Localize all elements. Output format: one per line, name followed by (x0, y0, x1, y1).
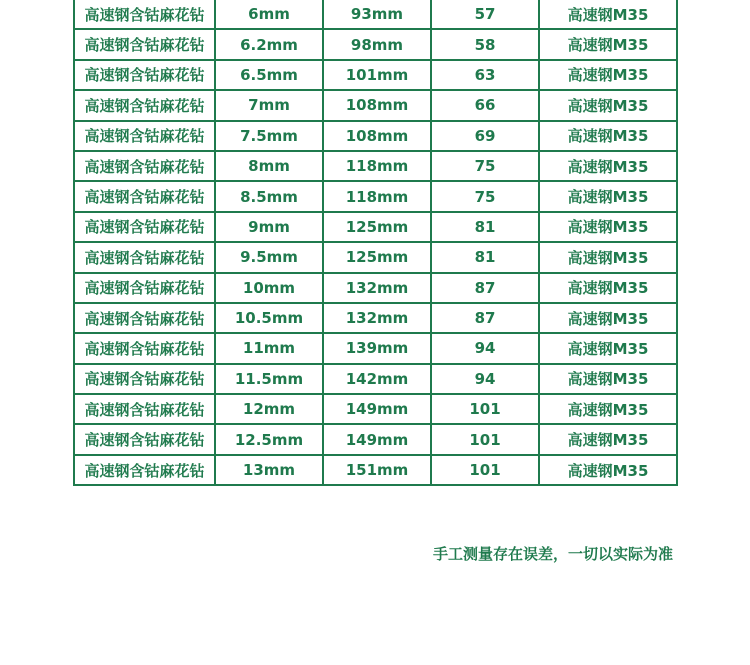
drill-spec-table (73, 0, 678, 486)
table-row (74, 455, 677, 485)
total-length-cell: 139mm (323, 333, 431, 363)
product-name-cell: 高速钢含钴麻花钻 (74, 273, 215, 303)
material-cell: 高速钢M35 (539, 364, 677, 394)
table-row (74, 90, 677, 120)
material-cell: 高速钢M35 (539, 273, 677, 303)
flute-length-cell: 94 (431, 333, 539, 363)
product-name-cell: 高速钢含钴麻花钻 (74, 90, 215, 120)
diameter-cell: 8mm (215, 151, 323, 181)
table-row (74, 242, 677, 272)
table-row (74, 151, 677, 181)
flute-length-cell: 101 (431, 424, 539, 454)
flute-length-cell: 101 (431, 455, 539, 485)
diameter-cell: 10mm (215, 273, 323, 303)
diameter-cell: 12mm (215, 394, 323, 424)
table-row (74, 60, 677, 90)
table-row (74, 121, 677, 151)
table-row (74, 181, 677, 211)
total-length-cell: 151mm (323, 455, 431, 485)
diameter-cell: 6mm (215, 0, 323, 29)
product-name-cell: 高速钢含钴麻花钻 (74, 242, 215, 272)
flute-length-cell: 87 (431, 303, 539, 333)
product-name-cell: 高速钢含钴麻花钻 (74, 303, 215, 333)
table-row (74, 273, 677, 303)
material-cell: 高速钢M35 (539, 60, 677, 90)
diameter-cell: 13mm (215, 455, 323, 485)
diameter-cell: 6.2mm (215, 29, 323, 59)
flute-length-cell: 75 (431, 151, 539, 181)
total-length-cell: 118mm (323, 181, 431, 211)
table-row (74, 394, 677, 424)
material-cell: 高速钢M35 (539, 303, 677, 333)
diameter-cell: 9.5mm (215, 242, 323, 272)
table-row (74, 212, 677, 242)
material-cell: 高速钢M35 (539, 181, 677, 211)
flute-length-cell: 81 (431, 212, 539, 242)
flute-length-cell: 58 (431, 29, 539, 59)
total-length-cell: 149mm (323, 394, 431, 424)
total-length-cell: 101mm (323, 60, 431, 90)
flute-length-cell: 101 (431, 394, 539, 424)
material-cell: 高速钢M35 (539, 121, 677, 151)
product-name-cell: 高速钢含钴麻花钻 (74, 212, 215, 242)
total-length-cell: 108mm (323, 121, 431, 151)
product-name-cell: 高速钢含钴麻花钻 (74, 60, 215, 90)
table-row (74, 29, 677, 59)
total-length-cell: 132mm (323, 273, 431, 303)
total-length-cell: 132mm (323, 303, 431, 333)
total-length-cell: 142mm (323, 364, 431, 394)
table-row (74, 0, 677, 29)
table-row (74, 303, 677, 333)
total-length-cell: 108mm (323, 90, 431, 120)
diameter-cell: 11mm (215, 333, 323, 363)
material-cell: 高速钢M35 (539, 455, 677, 485)
diameter-cell: 9mm (215, 212, 323, 242)
diameter-cell: 8.5mm (215, 181, 323, 211)
material-cell: 高速钢M35 (539, 90, 677, 120)
flute-length-cell: 63 (431, 60, 539, 90)
flute-length-cell: 69 (431, 121, 539, 151)
flute-length-cell: 94 (431, 364, 539, 394)
table-row (74, 333, 677, 363)
total-length-cell: 125mm (323, 242, 431, 272)
flute-length-cell: 87 (431, 273, 539, 303)
total-length-cell: 125mm (323, 212, 431, 242)
flute-length-cell: 57 (431, 0, 539, 29)
product-name-cell: 高速钢含钴麻花钻 (74, 333, 215, 363)
measurement-disclaimer: 手工测量存在误差，一切以实际为准 (432, 545, 673, 563)
product-name-cell: 高速钢含钴麻花钻 (74, 0, 215, 29)
material-cell: 高速钢M35 (539, 151, 677, 181)
material-cell: 高速钢M35 (539, 212, 677, 242)
material-cell: 高速钢M35 (539, 333, 677, 363)
product-name-cell: 高速钢含钴麻花钻 (74, 394, 215, 424)
table-row (74, 424, 677, 454)
total-length-cell: 98mm (323, 29, 431, 59)
flute-length-cell: 81 (431, 242, 539, 272)
table-body (74, 0, 677, 485)
material-cell: 高速钢M35 (539, 242, 677, 272)
material-cell: 高速钢M35 (539, 29, 677, 59)
diameter-cell: 11.5mm (215, 364, 323, 394)
total-length-cell: 93mm (323, 0, 431, 29)
total-length-cell: 118mm (323, 151, 431, 181)
table-row (74, 364, 677, 394)
total-length-cell: 149mm (323, 424, 431, 454)
product-name-cell: 高速钢含钴麻花钻 (74, 151, 215, 181)
product-name-cell: 高速钢含钴麻花钻 (74, 424, 215, 454)
product-name-cell: 高速钢含钴麻花钻 (74, 455, 215, 485)
diameter-cell: 10.5mm (215, 303, 323, 333)
product-name-cell: 高速钢含钴麻花钻 (74, 181, 215, 211)
diameter-cell: 12.5mm (215, 424, 323, 454)
material-cell: 高速钢M35 (539, 424, 677, 454)
diameter-cell: 7mm (215, 90, 323, 120)
material-cell: 高速钢M35 (539, 0, 677, 29)
diameter-cell: 6.5mm (215, 60, 323, 90)
product-name-cell: 高速钢含钴麻花钻 (74, 121, 215, 151)
flute-length-cell: 66 (431, 90, 539, 120)
material-cell: 高速钢M35 (539, 394, 677, 424)
product-name-cell: 高速钢含钴麻花钻 (74, 29, 215, 59)
diameter-cell: 7.5mm (215, 121, 323, 151)
flute-length-cell: 75 (431, 181, 539, 211)
product-name-cell: 高速钢含钴麻花钻 (74, 364, 215, 394)
